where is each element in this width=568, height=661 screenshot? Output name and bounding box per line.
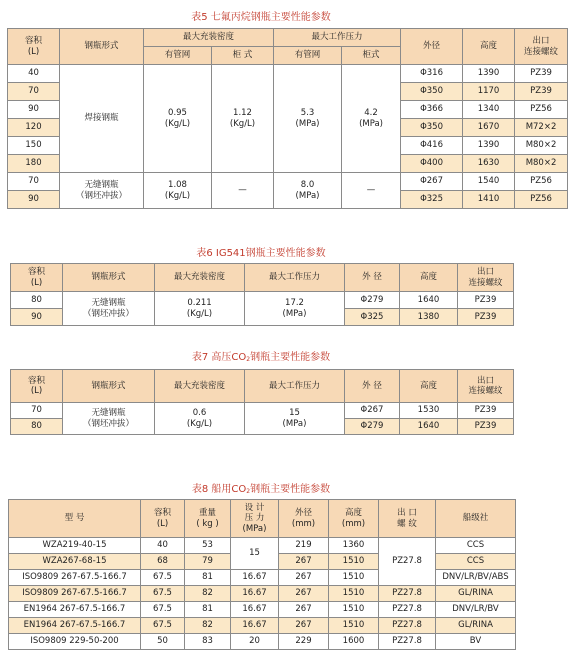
t8-cell-diameter: 267 [279,554,329,570]
t8-cell-model: ISO9809 229-50-200 [9,634,141,650]
t8-cell-weight: 79 [185,554,231,570]
t5-cell-volume: 150 [8,137,60,155]
t8-cell-pressure: 16.67 [231,586,279,602]
t6-header-pressure: 最大工作压力 [245,264,345,292]
t5-type-seamless: 无缝钢瓶 （钢坯冲拔） [60,173,144,209]
t6-pressure: 17.2 (MPa) [245,292,345,326]
t5-cell-volume: 40 [8,65,60,83]
t8-cell-pressure: 16.67 [231,570,279,586]
t5-pressure-pipe: 5.3 (MPa) [274,65,342,173]
t6-type: 无缝钢瓶 （钢坯冲拔） [63,292,155,326]
t8-header-volume: 容积 (L) [141,500,185,538]
t5-density-pipe-2: 1.08 (Kg/L) [144,173,212,209]
t7-header-density: 最大充装密度 [155,370,245,403]
t5-cell-diameter: Φ350 [401,119,463,137]
t8-header-pressure: 设 计 压 力 (MPa) [231,500,279,538]
t8-cell-volume: 67.5 [141,570,185,586]
t8-cell-class: BV [436,634,516,650]
t5-cell-outlet: M80×2 [515,155,568,173]
t5-cell-height: 1170 [463,83,515,101]
t8-pressure-merged: 15 [231,538,279,570]
t6-header-type: 钢瓶形式 [63,264,155,292]
t5-cell-volume: 120 [8,119,60,137]
t8-cell-class: CCS [436,538,516,554]
t5-pressure-cabinet-2: — [342,173,401,209]
t5-density-cabinet-2: — [212,173,274,209]
t8-cell-volume: 50 [141,634,185,650]
table8-caption [0,480,522,495]
t5-cell-diameter: Φ325 [401,191,463,209]
t6-density: 0.211 (Kg/L) [155,292,245,326]
t8-cell-weight: 82 [185,586,231,602]
t5-header-density-pipe: 有管网 [144,47,212,65]
t5-header-pressure-cabinet: 柜式 [342,47,401,65]
t5-cell-volume: 90 [8,101,60,119]
t8-cell-height: 1360 [329,538,379,554]
t5-header-height: 高度 [463,29,515,65]
t8-header-class: 船级社 [436,500,516,538]
t5-cell-diameter: Φ416 [401,137,463,155]
t8-cell-outlet: PZ27.8 [379,586,436,602]
t8-header-weight: 重量 ( kg ) [185,500,231,538]
t8-header-height: 高度 (mm) [329,500,379,538]
t8-cell-model: EN1964 267-67.5-166.7 [9,618,141,634]
t7-cell-diameter: Φ279 [345,419,400,435]
t7-header-outlet: 出口 连接螺纹 [458,370,514,403]
t7-cell-volume: 70 [11,403,63,419]
t8-caption-pre: 表8 船用CO [191,484,247,495]
t5-density-pipe: 0.95 (Kg/L) [144,65,212,173]
t5-cell-outlet: PZ39 [515,83,568,101]
t5-cell-volume: 180 [8,155,60,173]
t5-density-cabinet: 1.12 (Kg/L) [212,65,274,173]
t5-cell-height: 1630 [463,155,515,173]
t8-cell-outlet: PZ27.8 [379,602,436,618]
t6-cell-diameter: Φ325 [345,309,400,326]
t5-cell-volume: 70 [8,173,60,191]
t5-header-pressure: 最大工作压力 [274,29,401,47]
t5-cell-volume: 70 [8,83,60,101]
t6-cell-outlet: PZ39 [458,292,514,309]
t6-cell-volume: 90 [11,309,63,326]
t7-caption-sub: 2 [246,356,251,363]
t6-cell-height: 1380 [400,309,458,326]
t8-cell-volume: 67.5 [141,602,185,618]
t8-cell-outlet: PZ27.8 [379,634,436,650]
t8-cell-pressure: 16.67 [231,618,279,634]
t8-cell-model: ISO9809 267-67.5-166.7 [9,586,141,602]
t7-caption-pre: 表7 高压CO [191,352,247,363]
t5-cell-diameter: Φ316 [401,65,463,83]
t5-cell-diameter: Φ267 [401,173,463,191]
t5-header-density-cabinet: 柜 式 [212,47,274,65]
t8-cell-diameter: 267 [279,570,329,586]
t7-cell-diameter: Φ267 [345,403,400,419]
t8-header-outlet: 出 口 螺 纹 [379,500,436,538]
t8-cell-height: 1510 [329,602,379,618]
t7-header-diameter: 外 径 [345,370,400,403]
t5-cell-outlet: PZ56 [515,101,568,119]
t7-caption-post: 钢瓶主要性能参数 [250,352,331,363]
t7-header-height: 高度 [400,370,458,403]
t5-header-outlet: 出口 连接螺纹 [515,29,568,65]
t6-header-density: 最大充装密度 [155,264,245,292]
t7-header-pressure: 最大工作压力 [245,370,345,403]
t8-cell-diameter: 229 [279,634,329,650]
t8-cell-weight: 82 [185,618,231,634]
t8-cell-volume: 67.5 [141,586,185,602]
t8-cell-weight: 81 [185,570,231,586]
t8-cell-weight: 81 [185,602,231,618]
t5-pressure-cabinet: 4.2 (MPa) [342,65,401,173]
t8-cell-model: WZA219-40-15 [9,538,141,554]
t6-header-diameter: 外 径 [345,264,400,292]
t5-header-diameter: 外径 [401,29,463,65]
t8-cell-outlet: PZ27.8 [379,618,436,634]
t5-cell-diameter: Φ366 [401,101,463,119]
table7-caption [0,348,522,363]
t8-outlet-merged: PZ27.8 [379,538,436,586]
t8-cell-weight: 53 [185,538,231,554]
t5-header-density: 最大充装密度 [144,29,274,47]
t8-cell-model: ISO9809 267-67.5-166.7 [9,570,141,586]
t5-cell-outlet: PZ56 [515,173,568,191]
t8-header-diameter: 外径 (mm) [279,500,329,538]
t8-cell-diameter: 267 [279,586,329,602]
t6-cell-volume: 80 [11,292,63,309]
t5-cell-diameter: Φ350 [401,83,463,101]
t5-cell-height: 1390 [463,65,515,83]
t8-cell-height: 1510 [329,618,379,634]
t8-cell-class: DNV/LR/BV [436,602,516,618]
table6 [10,263,514,326]
t8-cell-volume: 68 [141,554,185,570]
t8-cell-height: 1510 [329,570,379,586]
t5-cell-height: 1390 [463,137,515,155]
t5-type-welded: 焊接钢瓶 [60,65,144,173]
table8 [8,499,516,650]
t6-cell-outlet: PZ39 [458,309,514,326]
t7-header-volume: 容积 (L) [11,370,63,403]
t7-cell-height: 1530 [400,403,458,419]
t6-cell-height: 1640 [400,292,458,309]
t8-cell-diameter: 267 [279,602,329,618]
t8-cell-weight: 83 [185,634,231,650]
t7-cell-height: 1640 [400,419,458,435]
t5-cell-volume: 90 [8,191,60,209]
t5-cell-height: 1410 [463,191,515,209]
table7 [10,369,514,435]
t7-pressure: 15 (MPa) [245,403,345,435]
t7-density: 0.6 (Kg/L) [155,403,245,435]
t8-cell-volume: 40 [141,538,185,554]
t7-header-type: 钢瓶形式 [63,370,155,403]
t8-cell-height: 1510 [329,586,379,602]
t5-cell-diameter: Φ400 [401,155,463,173]
t6-cell-diameter: Φ279 [345,292,400,309]
t8-cell-diameter: 219 [279,538,329,554]
t5-pressure-pipe-2: 8.0 (MPa) [274,173,342,209]
t8-cell-height: 1600 [329,634,379,650]
t6-header-outlet: 出口 连接螺纹 [458,264,514,292]
t5-cell-outlet: M80×2 [515,137,568,155]
t8-header-model: 型 号 [9,500,141,538]
t5-header-type: 钢瓶形式 [60,29,144,65]
t8-cell-volume: 67.5 [141,618,185,634]
t7-cell-outlet: PZ39 [458,419,514,435]
table5 [7,28,568,209]
t8-cell-height: 1510 [329,554,379,570]
t8-caption-sub: 2 [246,488,251,495]
t8-cell-diameter: 267 [279,618,329,634]
t8-cell-pressure: 16.67 [231,602,279,618]
t8-cell-class: GL/RINA [436,586,516,602]
table5-caption: 表5 七氟丙烷钢瓶主要性能参数 [191,12,331,23]
t5-cell-outlet: PZ39 [515,65,568,83]
t8-cell-model: EN1964 267-67.5-166.7 [9,602,141,618]
t5-header-pressure-pipe: 有管网 [274,47,342,65]
t8-caption-post: 钢瓶主要性能参数 [250,484,331,495]
t5-cell-height: 1540 [463,173,515,191]
t8-cell-pressure: 20 [231,634,279,650]
t5-cell-height: 1340 [463,101,515,119]
t6-header-volume: 容积 (L) [11,264,63,292]
t5-cell-height: 1670 [463,119,515,137]
t5-cell-outlet: M72×2 [515,119,568,137]
t7-cell-outlet: PZ39 [458,403,514,419]
t8-cell-class: CCS [436,554,516,570]
table6-caption: 表6 IG541钢瓶主要性能参数 [196,248,326,259]
t8-cell-class: DNV/LR/BV/ABS [436,570,516,586]
t6-header-height: 高度 [400,264,458,292]
t8-cell-model: WZA267-68-15 [9,554,141,570]
t8-cell-class: GL/RINA [436,618,516,634]
t5-cell-outlet: PZ56 [515,191,568,209]
t5-header-volume: 容积 (L) [8,29,60,65]
t7-type: 无缝钢瓶 （钢坯冲拔） [63,403,155,435]
t7-cell-volume: 80 [11,419,63,435]
